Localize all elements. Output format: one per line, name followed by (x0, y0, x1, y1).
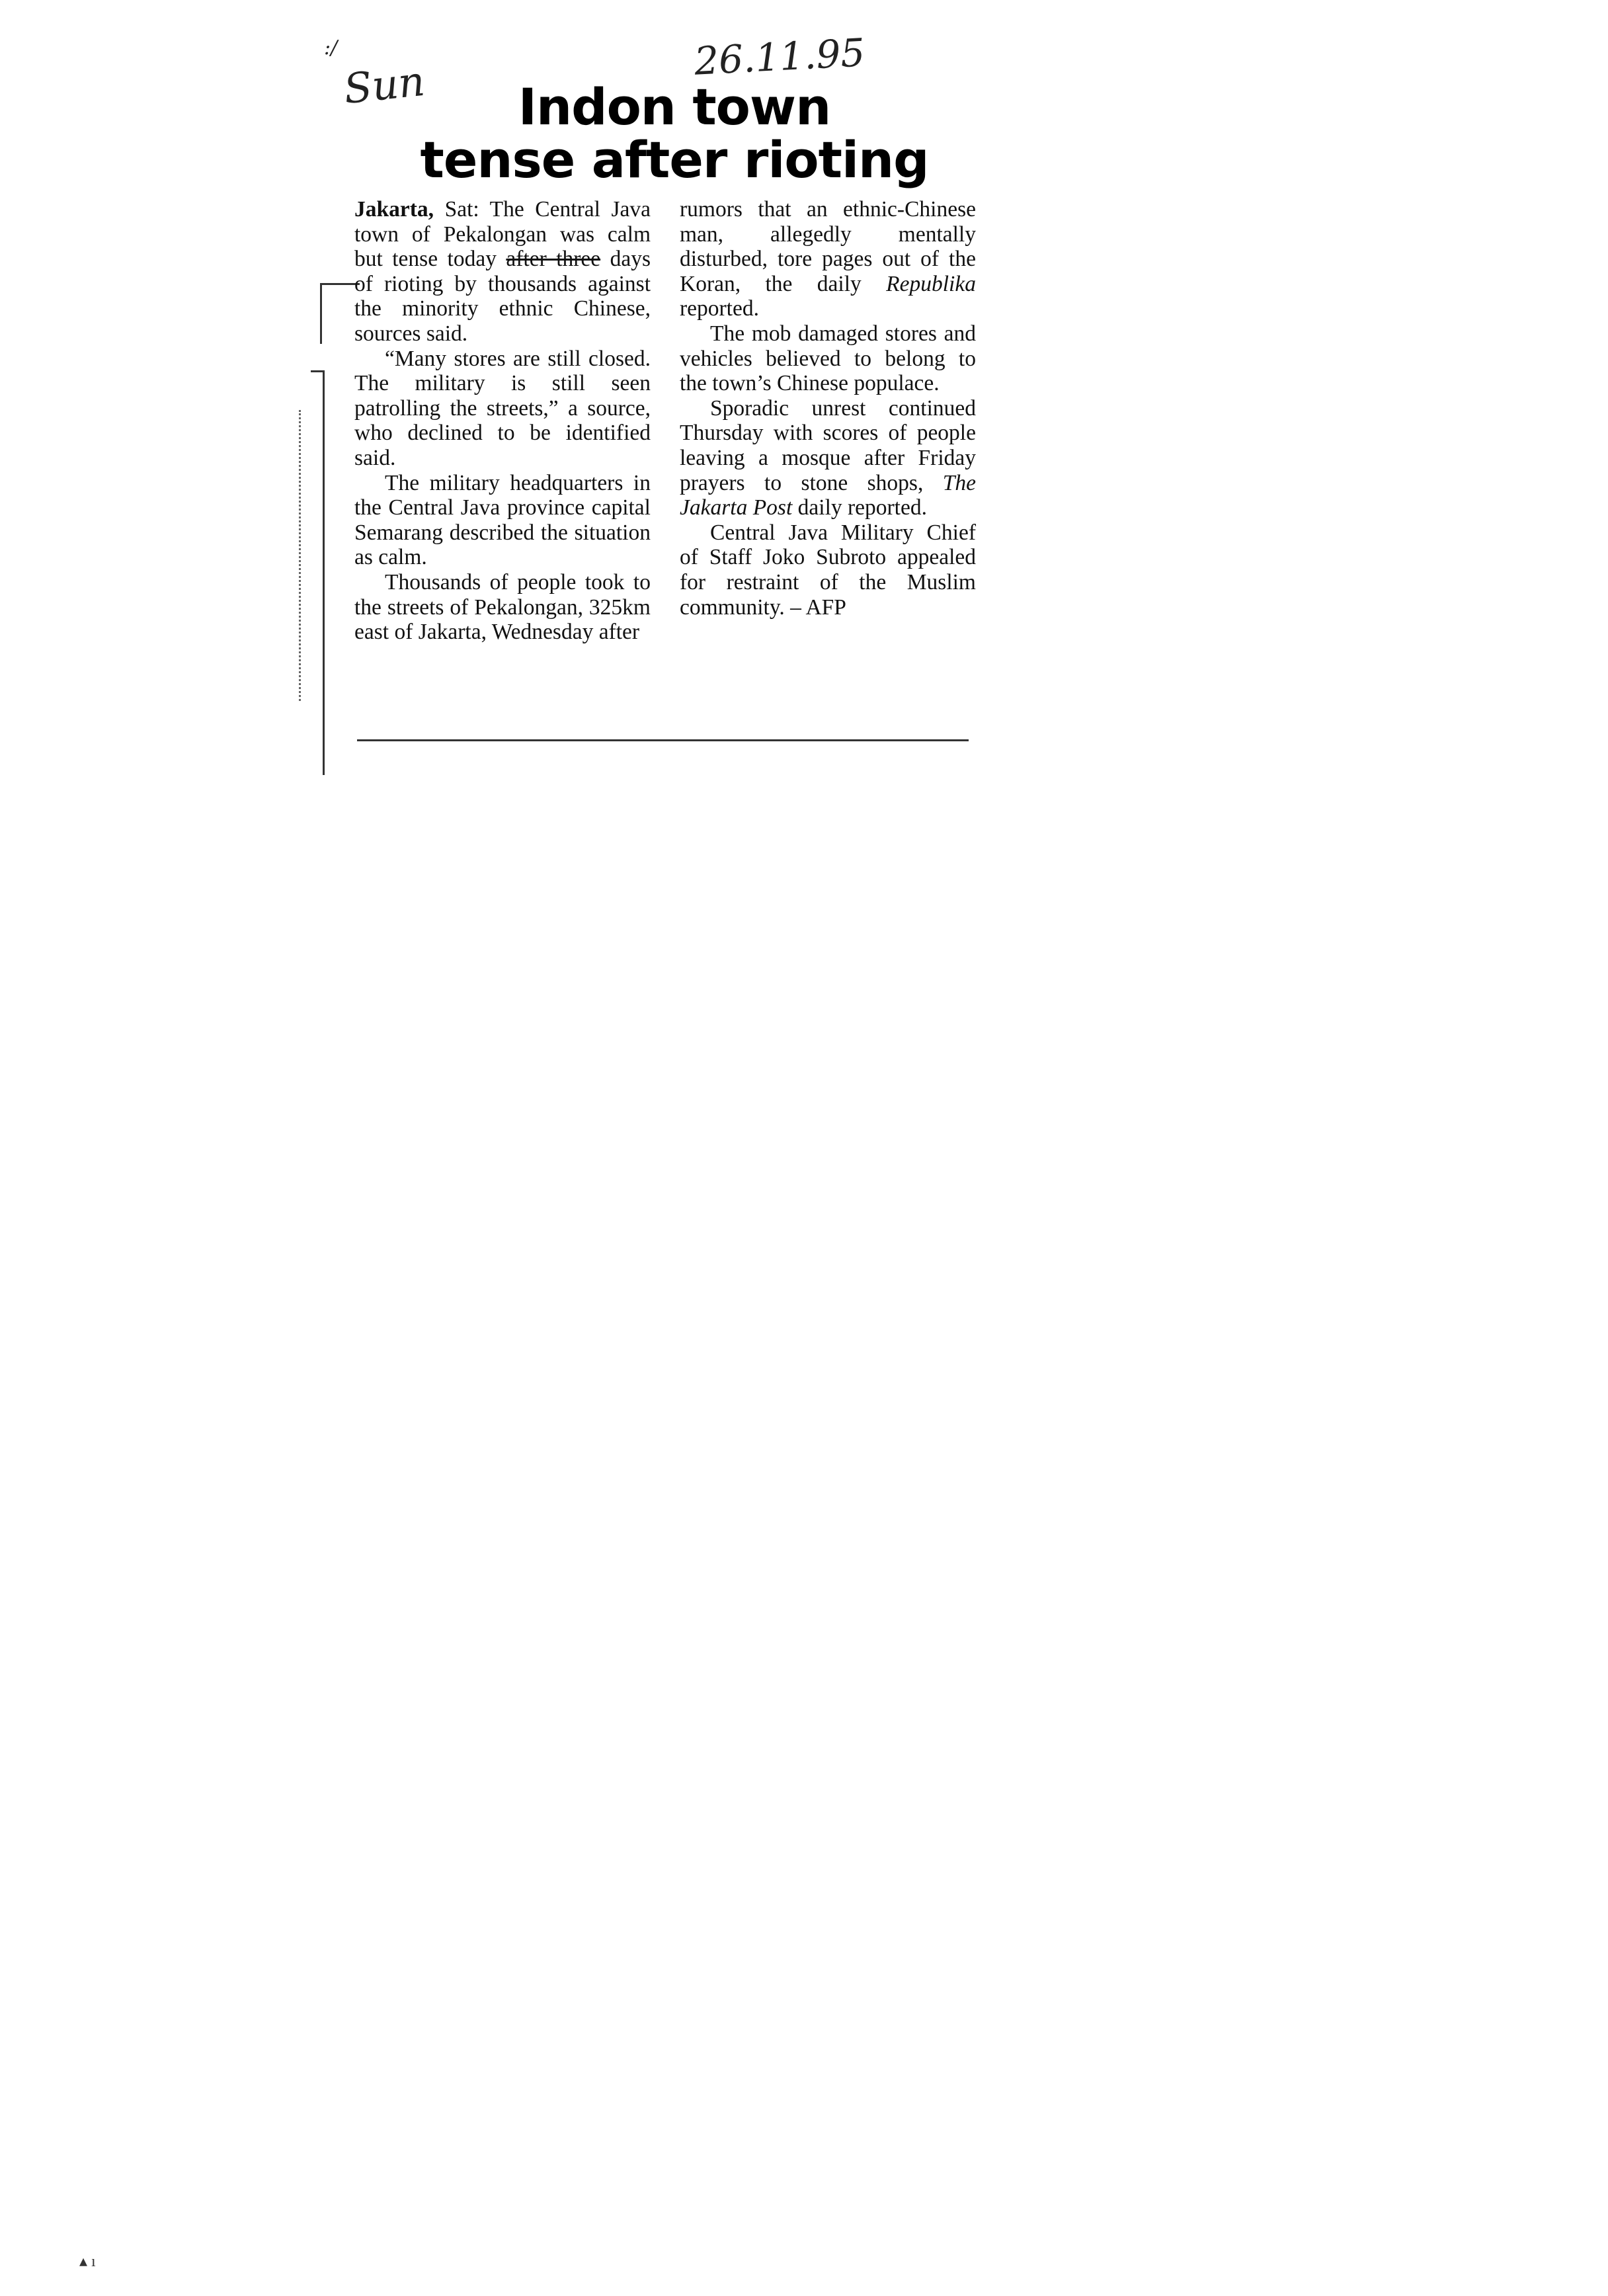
margin-tick-top-right (311, 370, 323, 372)
paragraph-7-text: Sporadic unrest continued Thursday with scores of people leaving a mosque after Friday prayers to stone shops, (680, 395, 976, 495)
paragraph-4: Thousands of people took to the streets of Pekalongan, 325km east of Jakarta, Wednesday after (354, 569, 651, 645)
paragraph-5-rest: reported. (680, 296, 759, 321)
margin-dotted-line (299, 410, 301, 701)
publication-name-2: The Jakarta Post (680, 470, 976, 520)
paragraph-1-rest: days of rioting by thousands against the minority ethnic Chinese, sources said. (354, 247, 651, 346)
headline-line-2: tense after rioting (420, 130, 929, 189)
article-bottom-rule (357, 739, 969, 741)
paragraph-1 (354, 197, 651, 347)
paragraph-6: The mob damaged stores and vehicles believed to belong to the town’s Chinese populace. (680, 321, 976, 396)
paragraph-1-text: Sat: The Central Java town of Pekalongan was calm but tense today (354, 197, 651, 272)
handwritten-mark: :/ (324, 36, 338, 60)
paragraph-3: The military headquarters in the Central Java province capital Semarang described the situation as calm. (354, 470, 651, 570)
article-headline (397, 77, 952, 189)
paragraph-5-text: rumors that an ethnic-Chinese man, allegedly mentally disturbed, tore pages out of the Koran, the daily (680, 197, 976, 296)
headline-line-1: Indon town (518, 77, 831, 136)
paragraph-7 (680, 396, 976, 520)
handwritten-date-note: 26.11.95 (693, 30, 866, 84)
article-column-2 (680, 197, 976, 620)
margin-bracket-tick (320, 283, 360, 285)
paragraph-7-rest: daily reported. (792, 495, 927, 520)
dateline: Jakarta, (354, 197, 434, 222)
paragraph-5 (680, 197, 976, 321)
paragraph-8: Central Java Military Chief of Staff Joko Subroto appealed for restraint of the Muslim community. – AFP (680, 520, 976, 620)
handwritten-publication-note: Sun (341, 56, 427, 114)
margin-bracket-top (320, 283, 322, 344)
scan-speck: ▴ ı (79, 2253, 96, 2270)
struck-text: after three (506, 247, 601, 272)
paragraph-2: “Many stores are still closed. The military is still seen patrolling the streets,” a source, who declined to be identified said. (354, 346, 651, 470)
publication-name: Republika (886, 271, 976, 296)
margin-vertical-line (323, 370, 325, 775)
article-column-1 (354, 197, 651, 645)
